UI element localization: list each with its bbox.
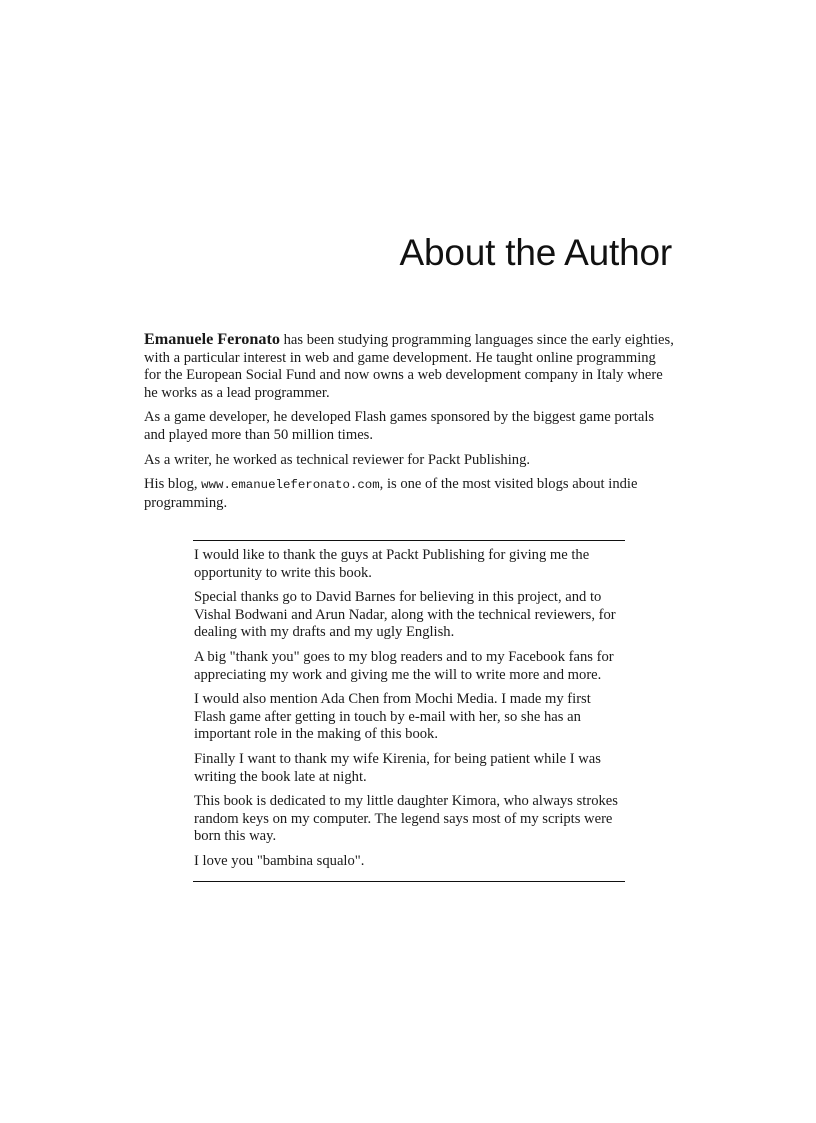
ack-paragraph: A big "thank you" goes to my blog readers and to my Facebook fans for appreciating my work and giving me the will to write more and more. [194, 648, 614, 683]
bio-paragraph-4 [144, 476, 676, 512]
ack-paragraph: I love you "bambina squalo". [194, 852, 365, 869]
page-title: About the Author [399, 232, 672, 273]
ack-paragraph: Finally I want to thank my wife Kirenia, for being patient while I was writing the book late at night. [194, 750, 601, 785]
bio-paragraph-3: As a writer, he worked as technical reviewer for Packt Publishing. [144, 451, 531, 468]
author-name: Emanuele Feronato [144, 330, 280, 348]
bio-paragraph-1-text: has been studying programming languages since the early eighties, with a particular interest in web and game development. He taught online programming for the European Social Fund and now owns a web development company in Italy where he works as a lead programmer. [144, 332, 674, 401]
ack-paragraph: This book is dedicated to my little daughter Kimora, who always strokes random keys on my computer. The legend says most of my scripts were born this way. [194, 793, 618, 845]
ack-paragraph: I would like to thank the guys at Packt Publishing for giving me the opportunity to write this book. [194, 547, 590, 581]
bio-paragraph-2: As a game developer, he developed Flash games sponsored by the biggest game portals and played more than 50 million times. [144, 409, 655, 443]
acknowledgements-box [193, 540, 625, 882]
bio-paragraph-4-prefix: His blog, [144, 476, 202, 493]
blog-url: www.emanueleferonato.com [201, 478, 380, 493]
ack-paragraph: I would also mention Ada Chen from Mochi Media. I made my first Flash game after getting in touch by e-mail with her, so she has an important role in the making of this book. [194, 691, 591, 743]
ack-paragraph: Special thanks go to David Barnes for believing in this project, and to Vishal Bodwani and Arun Nadar, along with the technical reviewers, for dealing with my drafts and my ugly English. [194, 589, 616, 641]
bio-paragraph-1 [144, 331, 676, 402]
author-bio [144, 331, 676, 519]
bio-paragraph-4-suffix: , is one of the most visited blogs about indie programming. [144, 476, 638, 511]
